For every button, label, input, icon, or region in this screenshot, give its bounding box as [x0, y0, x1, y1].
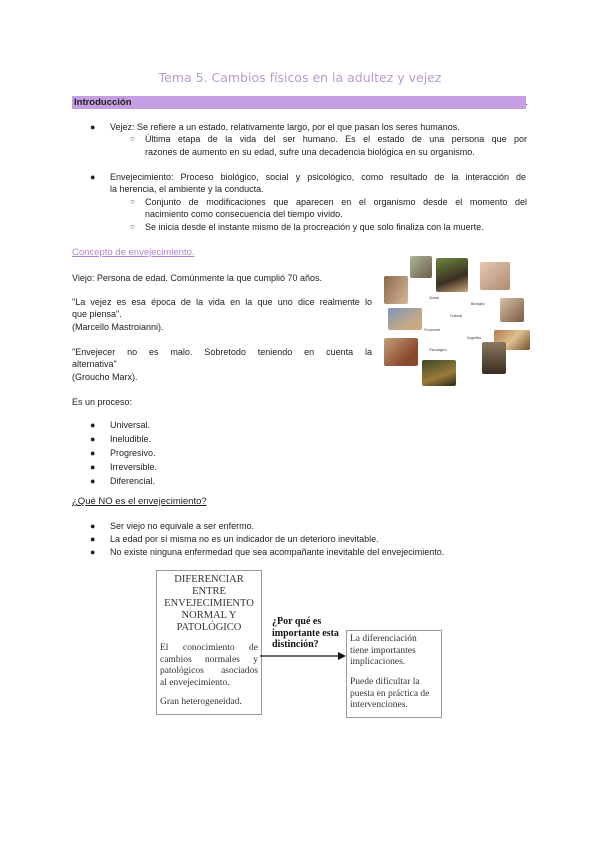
sub-bullet: ○ [130, 134, 135, 143]
bullet-dot: ● [90, 122, 96, 132]
envejecimiento-sub1-line1: Conjunto de modificaciones que aparecen en el organismo desde el momento del [145, 197, 527, 207]
bullet-dot: ● [90, 476, 96, 486]
bullet-dot: ● [90, 534, 96, 544]
arrow-head-icon [338, 652, 346, 660]
quote2-author: (Groucho Marx). [72, 372, 138, 382]
section-header-introduccion [72, 96, 526, 109]
envejecimiento-line2: la herencia, el ambiente y la conducta. [110, 184, 264, 194]
collage-label: Funcional [424, 328, 440, 332]
envejecimiento-line1: Envejecimiento: Proceso biológico, social y psicológico, como resultado de la interacción de [110, 172, 526, 182]
diagram-right-body1: La diferenciación tiene importantes implicaciones. [350, 634, 417, 667]
bullet-dot: ● [90, 420, 96, 430]
section-header-label: Introducción [74, 97, 132, 108]
diagram-right-box [346, 630, 442, 718]
collage-label: Cultural [449, 314, 463, 318]
quote2-line2: alternativa" [72, 359, 117, 369]
collage-label: Psicológico [429, 348, 447, 352]
bullet-dot: ● [90, 462, 96, 472]
collage-label: Cognitivo [466, 336, 482, 340]
aging-photo-collage [384, 256, 532, 386]
vejez-definition: Vejez: Se refiere a un estado, relativamente largo, por el que pasan los seres humanos. [110, 122, 460, 132]
photo-thumb [436, 258, 468, 292]
collage-label: Social [429, 296, 439, 300]
bullet-dot: ● [90, 547, 96, 557]
proceso-item: Universal. [110, 420, 151, 430]
section-header-dot: . [525, 97, 528, 108]
diagram-left-foot: Gran heterogeneidad. [160, 697, 242, 707]
vejez-sub-line2: razones de aumento en su edad, sufre una decadencia biológica en su organismo. [145, 147, 475, 157]
photo-thumb [480, 262, 510, 290]
bullet-dot: ● [90, 521, 96, 531]
proceso-item: Ineludible. [110, 434, 152, 444]
diagram-left-title: DIFERENCIAR ENTRE ENVEJECIMIENTO NORMAL Y PATOLÓGICO [164, 574, 254, 633]
no-es-item: No existe ninguna enfermedad que sea acompañante inevitable del envejecimiento. [110, 547, 445, 557]
photo-thumb [500, 298, 524, 322]
viejo-definition: Viejo: Persona de edad. Comúnmente la que cumplió 70 años. [72, 273, 322, 283]
photo-thumb [384, 276, 408, 304]
photo-thumb [388, 308, 422, 330]
quote1-author: (Marcello Mastroianni). [72, 322, 164, 332]
bullet-dot: ● [90, 448, 96, 458]
no-es-item: Ser viejo no equivale a ser enfermo. [110, 521, 255, 531]
diagram-left-box [156, 570, 262, 715]
sub-bullet: ○ [130, 222, 135, 231]
proceso-item: Irreversible. [110, 462, 158, 472]
proceso-item: Progresivo. [110, 448, 156, 458]
no-es-heading: ¿Qué NO es el envejecimiento? [72, 496, 207, 507]
photo-thumb [422, 360, 456, 386]
bullet-dot: ● [90, 434, 96, 444]
page-title: Tema 5. Cambios físicos en la adultez y vejez [158, 70, 442, 85]
photo-thumb [482, 342, 506, 374]
quote2-line1: "Envejecer no es malo. Sobretodo teniendo en cuenta la [72, 347, 372, 357]
photo-thumb [384, 338, 418, 366]
concepto-heading: Concepto de envejecimiento. [72, 247, 195, 258]
diagram-arrow [260, 650, 346, 662]
photo-thumb [410, 256, 432, 278]
bullet-dot: ● [90, 172, 96, 182]
no-es-item: La edad por sí misma no es un indicador de un deterioro inevitable. [110, 534, 379, 544]
envejecimiento-sub1-line2: nacimiento como consecuencia del tiempo vivido. [145, 209, 343, 219]
sub-bullet: ○ [130, 197, 135, 206]
diagram-right-body2: Puede dificultar la puesta en práctica de intervenciones. [350, 677, 430, 710]
diagram-question: ¿Por qué es importante esta distinción? [272, 616, 339, 650]
diagram-left-body: El conocimiento de cambios normales y patológicos asociados al envejecimiento. [160, 643, 258, 688]
quote1-line2: que piensa". [72, 309, 122, 319]
vejez-sub-line1: Última etapa de la vida del ser humano. Es el estado de una persona que por [145, 134, 527, 144]
envejecimiento-sub2: Se inicia desde el instante mismo de la procreación y que solo finaliza con la muerte. [145, 222, 484, 232]
proceso-label: Es un proceso: [72, 397, 133, 407]
proceso-item: Diferencial. [110, 476, 156, 486]
quote1-line1: "La vejez es esa época de la vida en la que uno dice realmente lo [72, 297, 372, 307]
collage-label: Biológico [470, 302, 486, 306]
